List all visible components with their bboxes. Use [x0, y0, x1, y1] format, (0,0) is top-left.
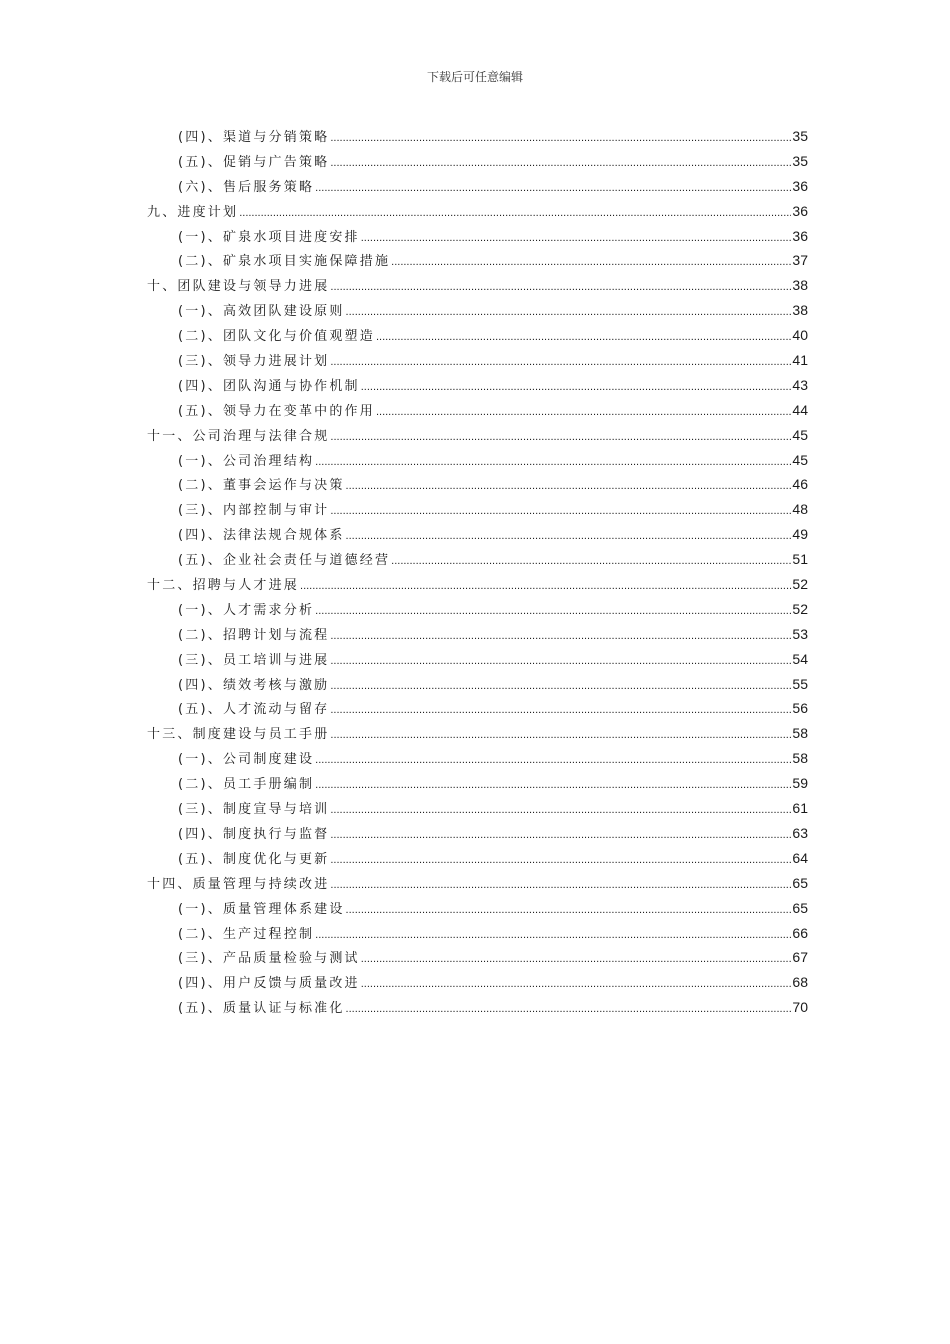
toc-section-entry[interactable] [147, 997, 808, 1022]
toc-entry-title: (一)、高效团队建设原则 [178, 304, 345, 320]
toc-section-entry[interactable] [147, 350, 808, 375]
toc-entry-title: 十四、质量管理与持续改进 [147, 876, 330, 892]
toc-entry-title: (三)、领导力进展计划 [178, 354, 330, 370]
toc-entry-title: (四)、渠道与分销策略 [178, 130, 330, 145]
toc-entry-title: (五)、企业社会责任与道德经营 [178, 553, 391, 569]
toc-page-number: 36 [792, 177, 808, 194]
toc-dot-leader [330, 157, 791, 169]
toc-dot-leader [361, 978, 792, 990]
toc-page-number: 38 [792, 277, 808, 294]
toc-section-entry[interactable] [147, 226, 808, 251]
toc-chapter-entry[interactable] [147, 574, 808, 599]
toc-dot-leader [300, 580, 791, 592]
toc-page-number: 68 [792, 974, 808, 991]
toc-page-number: 35 [792, 128, 808, 144]
toc-page-number: 44 [792, 401, 808, 418]
toc-section-entry[interactable] [147, 524, 808, 549]
toc-entry-title: (一)、公司治理结构 [178, 453, 315, 469]
toc-section-entry[interactable] [147, 474, 808, 499]
toc-page-number: 40 [792, 327, 808, 344]
toc-page-number: 54 [792, 650, 808, 667]
toc-page-number: 49 [792, 526, 808, 543]
toc-section-entry[interactable] [147, 923, 808, 948]
toc-dot-leader [330, 630, 791, 642]
toc-section-entry[interactable] [147, 748, 808, 773]
toc-page-number: 65 [792, 874, 808, 891]
toc-dot-leader [346, 480, 792, 492]
toc-page-number: 53 [792, 625, 808, 642]
toc-section-entry[interactable] [147, 624, 808, 649]
toc-dot-leader [376, 331, 791, 343]
toc-section-entry[interactable] [147, 773, 808, 798]
toc-dot-leader [315, 754, 791, 766]
toc-entry-title: 十、团队建设与领导力进展 [147, 279, 330, 295]
toc-page-number: 56 [792, 700, 808, 717]
toc-page-number: 43 [792, 376, 808, 393]
toc-page-number: 64 [792, 849, 808, 866]
toc-dot-leader [330, 854, 791, 866]
toc-chapter-entry[interactable] [147, 275, 808, 300]
toc-dot-leader [315, 182, 791, 194]
toc-chapter-entry[interactable] [147, 201, 808, 226]
toc-dot-leader [330, 132, 791, 144]
toc-dot-leader [330, 804, 791, 816]
toc-chapter-entry[interactable] [147, 873, 808, 898]
toc-entry-title: (二)、生产过程控制 [178, 926, 315, 942]
toc-page-number: 38 [792, 302, 808, 319]
page-header: 下载后可任意编辑 [426, 70, 523, 84]
toc-entry-title: (四)、团队沟通与协作机制 [178, 378, 360, 394]
toc-section-entry[interactable] [147, 848, 808, 873]
toc-section-entry[interactable] [147, 176, 808, 201]
toc-entry-title: (四)、法律法规合规体系 [178, 528, 345, 544]
toc-section-entry[interactable] [147, 972, 808, 997]
toc-entry-title: (三)、产品质量检验与测试 [178, 951, 360, 967]
toc-section-entry[interactable] [147, 549, 808, 574]
toc-page-number: 52 [792, 576, 808, 593]
toc-entry-title: (五)、促销与广告策略 [178, 154, 330, 170]
toc-entry-title: (五)、质量认证与标准化 [178, 1001, 345, 1017]
toc-dot-leader [330, 431, 791, 443]
toc-page-number: 41 [792, 352, 808, 369]
toc-dot-leader [330, 505, 791, 517]
toc-page-number: 61 [792, 800, 808, 817]
toc-entry-title: (一)、矿泉水项目进度安排 [178, 229, 360, 245]
toc-dot-leader [330, 879, 791, 891]
table-of-contents [147, 126, 808, 1022]
toc-page-number: 35 [792, 152, 808, 169]
toc-page-number: 58 [792, 750, 808, 767]
toc-section-entry[interactable] [147, 649, 808, 674]
toc-dot-leader [346, 1003, 792, 1015]
toc-section-entry[interactable] [147, 375, 808, 400]
toc-section-entry[interactable] [147, 400, 808, 425]
toc-page-number: 36 [792, 227, 808, 244]
toc-entry-title: (三)、制度宣导与培训 [178, 802, 330, 818]
toc-entry-title: (四)、制度执行与监督 [178, 826, 330, 842]
toc-page-number: 65 [792, 899, 808, 916]
toc-dot-leader [315, 605, 791, 617]
toc-page-number: 52 [792, 600, 808, 617]
toc-page-number: 37 [792, 252, 808, 269]
toc-entry-title: (一)、质量管理体系建设 [178, 901, 345, 917]
toc-dot-leader [330, 704, 791, 716]
toc-dot-leader [361, 953, 792, 965]
toc-section-entry[interactable] [147, 126, 808, 151]
toc-page-number: 46 [792, 476, 808, 493]
toc-section-entry[interactable] [147, 599, 808, 624]
toc-page-number: 45 [792, 451, 808, 468]
toc-section-entry[interactable] [147, 325, 808, 350]
toc-entry-title: (五)、制度优化与更新 [178, 851, 330, 867]
toc-page-number: 36 [792, 202, 808, 219]
toc-page-number: 45 [792, 426, 808, 443]
toc-dot-leader [346, 904, 792, 916]
toc-entry-title: (一)、公司制度建设 [178, 752, 315, 768]
toc-dot-leader [315, 779, 791, 791]
toc-section-entry[interactable] [147, 898, 808, 923]
toc-section-entry[interactable] [147, 250, 808, 275]
toc-entry-title: (四)、绩效考核与激励 [178, 677, 330, 693]
toc-section-entry[interactable] [147, 499, 808, 524]
toc-entry-title: 十二、招聘与人才进展 [147, 578, 300, 594]
toc-entry-title: (五)、人才流动与留存 [178, 702, 330, 718]
toc-entry-title: (五)、领导力在变革中的作用 [178, 403, 375, 419]
toc-page-number: 51 [792, 551, 808, 568]
toc-section-entry[interactable] [147, 151, 808, 176]
toc-entry-title: (六)、售后服务策略 [178, 179, 315, 195]
toc-dot-leader [330, 281, 791, 293]
toc-page-number: 67 [792, 949, 808, 966]
toc-dot-leader [376, 406, 791, 418]
toc-dot-leader [391, 256, 791, 268]
toc-chapter-entry[interactable] [147, 425, 808, 450]
toc-dot-leader [346, 530, 792, 542]
toc-dot-leader [239, 207, 791, 219]
toc-entry-title: 九、进度计划 [147, 204, 239, 220]
toc-entry-title: (二)、董事会运作与决策 [178, 478, 345, 494]
toc-dot-leader [361, 381, 792, 393]
toc-entry-title: (三)、员工培训与进展 [178, 652, 330, 668]
toc-dot-leader [330, 356, 791, 368]
toc-dot-leader [315, 456, 791, 468]
toc-section-entry[interactable] [147, 450, 808, 475]
toc-page-number: 58 [792, 725, 808, 742]
toc-entry-title: (二)、招聘计划与流程 [178, 627, 330, 643]
toc-dot-leader [330, 655, 791, 667]
toc-dot-leader [346, 306, 792, 318]
toc-entry-title: (一)、人才需求分析 [178, 602, 315, 618]
toc-section-entry[interactable] [147, 823, 808, 848]
toc-entry-title: (二)、团队文化与价值观塑造 [178, 329, 375, 345]
toc-entry-title: (三)、内部控制与审计 [178, 503, 330, 519]
toc-section-entry[interactable] [147, 300, 808, 325]
toc-page-number: 59 [792, 775, 808, 792]
toc-section-entry[interactable] [147, 674, 808, 699]
toc-page-number: 63 [792, 824, 808, 841]
toc-dot-leader [330, 729, 791, 741]
toc-dot-leader [361, 232, 792, 244]
toc-entry-title: (二)、员工手册编制 [178, 777, 315, 793]
toc-entry-title: 十三、制度建设与员工手册 [147, 727, 330, 743]
toc-dot-leader [330, 829, 791, 841]
toc-dot-leader [330, 680, 791, 692]
toc-chapter-entry[interactable] [147, 723, 808, 748]
toc-page-number: 66 [792, 924, 808, 941]
toc-section-entry[interactable] [147, 947, 808, 972]
toc-dot-leader [315, 929, 791, 941]
toc-page-number: 70 [792, 999, 808, 1016]
toc-page-number: 55 [792, 675, 808, 692]
toc-section-entry[interactable] [147, 798, 808, 823]
toc-dot-leader [391, 555, 791, 567]
toc-section-entry[interactable] [147, 698, 808, 723]
toc-entry-title: 十一、公司治理与法律合规 [147, 428, 330, 444]
toc-entry-title: (四)、用户反馈与质量改进 [178, 976, 360, 992]
toc-page-number: 48 [792, 501, 808, 518]
toc-entry-title: (二)、矿泉水项目实施保障措施 [178, 254, 391, 270]
